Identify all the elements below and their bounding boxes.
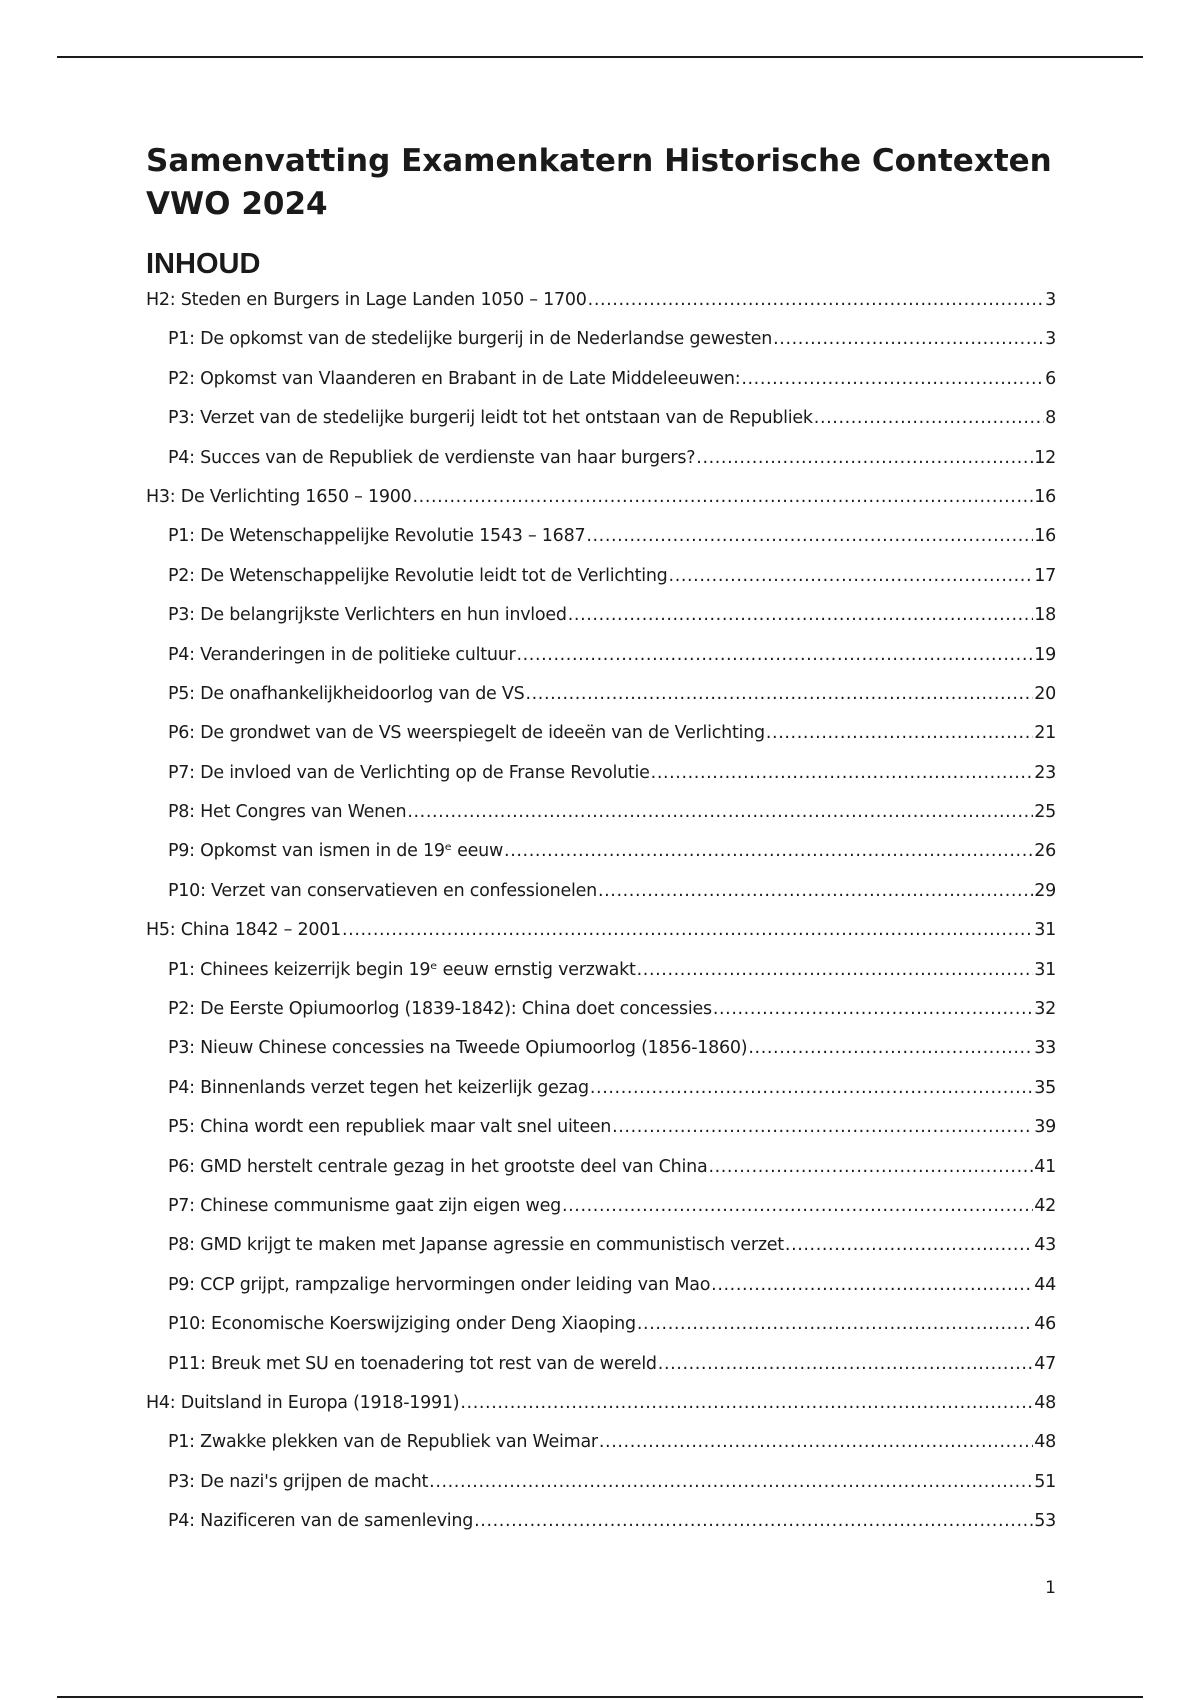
toc-section-link[interactable] xyxy=(146,448,1056,487)
toc-chapter-link[interactable] xyxy=(146,1393,1056,1432)
toc-entry-title: P2: De Eerste Opiumoorlog (1839-1842): China doet concessies xyxy=(168,999,712,1020)
toc-dot-leader xyxy=(562,1196,1033,1216)
toc-entry-page-number: 6 xyxy=(1045,368,1056,389)
toc-chapter-link[interactable] xyxy=(146,487,1056,526)
toc-dot-leader xyxy=(658,1354,1033,1374)
toc-dot-leader xyxy=(413,487,1034,507)
toc-entry-title: P8: GMD krijgt te maken met Japanse agressie en communistisch verzet xyxy=(168,1235,784,1256)
toc-dot-leader xyxy=(696,448,1033,468)
toc-entry-page-number: 20 xyxy=(1034,683,1056,704)
toc-entry-title: P1: Chinees keizerrijk begin 19ᵉ eeuw ernstig verzwakt xyxy=(168,959,636,980)
toc-entry-title: P1: De opkomst van de stedelijke burgerij in de Nederlandse gewesten xyxy=(168,329,773,350)
toc-entry-title: P6: De grondwet van de VS weerspiegelt de ideeën van de Verlichting xyxy=(168,723,765,744)
toc-entry-page-number: 53 xyxy=(1034,1511,1056,1532)
toc-entry-title: H4: Duitsland in Europa (1918-1991) xyxy=(146,1392,460,1413)
toc-entry-page-number: 21 xyxy=(1034,723,1056,744)
toc-section-link[interactable] xyxy=(146,1196,1056,1235)
toc-section-link[interactable] xyxy=(146,1314,1056,1353)
toc-entry-page-number: 31 xyxy=(1034,959,1056,980)
toc-entry-page-number: 43 xyxy=(1034,1235,1056,1256)
toc-heading: INHOUD xyxy=(146,248,261,280)
toc-section-link[interactable] xyxy=(146,1472,1056,1511)
toc-entry-title: P7: Chinese communisme gaat zijn eigen weg xyxy=(168,1195,561,1216)
toc-dot-leader xyxy=(814,408,1044,428)
toc-entry-title: H5: China 1842 – 2001 xyxy=(146,920,342,941)
toc-entry-page-number: 3 xyxy=(1045,329,1056,350)
toc-entry-page-number: 35 xyxy=(1034,1077,1056,1098)
toc-entry-page-number: 16 xyxy=(1034,526,1056,547)
toc-entry-title: P3: De belangrijkste Verlichters en hun invloed xyxy=(168,605,567,626)
toc-section-link[interactable] xyxy=(146,841,1056,880)
toc-dot-leader xyxy=(407,802,1033,822)
toc-entry-title: P4: Veranderingen in de politieke cultuur xyxy=(168,644,516,665)
toc-dot-leader xyxy=(598,881,1033,901)
toc-chapter-link[interactable] xyxy=(146,290,1056,329)
toc-entry-page-number: 3 xyxy=(1045,290,1056,310)
toc-entry-page-number: 29 xyxy=(1034,880,1056,901)
toc-entry-page-number: 17 xyxy=(1034,565,1056,586)
toc-section-link[interactable] xyxy=(146,369,1056,408)
toc-dot-leader xyxy=(429,1472,1033,1492)
toc-dot-leader xyxy=(773,329,1044,349)
toc-dot-leader xyxy=(708,1157,1033,1177)
toc-entry-page-number: 31 xyxy=(1034,920,1056,941)
toc-entry-title: P6: GMD herstelt centrale gezag in het grootste deel van China xyxy=(168,1156,708,1177)
toc-section-link[interactable] xyxy=(146,408,1056,447)
document-title: Samenvatting Examenkatern Historische Contexten VWO 2024 xyxy=(146,143,1052,222)
toc-entry-title: P3: Nieuw Chinese concessies na Tweede Opiumoorlog (1856-1860) xyxy=(168,1038,748,1059)
toc-dot-leader xyxy=(599,1432,1033,1452)
toc-section-link[interactable] xyxy=(146,329,1056,368)
table-of-contents xyxy=(146,290,1056,1551)
toc-entry-page-number: 41 xyxy=(1034,1156,1056,1177)
toc-dot-leader xyxy=(586,526,1033,546)
toc-entry-page-number: 8 xyxy=(1045,408,1056,429)
toc-section-link[interactable] xyxy=(146,1275,1056,1314)
toc-dot-leader xyxy=(766,723,1033,743)
toc-entry-page-number: 32 xyxy=(1034,999,1056,1020)
toc-section-link[interactable] xyxy=(146,645,1056,684)
toc-entry-title: H3: De Verlichting 1650 – 1900 xyxy=(146,486,412,507)
toc-dot-leader xyxy=(651,763,1034,783)
toc-entry-title: P10: Economische Koerswijziging onder Deng Xiaoping xyxy=(168,1314,636,1335)
toc-entry-title: P1: Zwakke plekken van de Republiek van Weimar xyxy=(168,1432,598,1453)
toc-entry-page-number: 25 xyxy=(1034,802,1056,823)
toc-entry-title: P4: Succes van de Republiek de verdienste van haar burgers? xyxy=(168,447,696,468)
toc-entry-page-number: 48 xyxy=(1034,1432,1056,1453)
document-body xyxy=(146,140,1056,1551)
toc-entry-page-number: 39 xyxy=(1034,1117,1056,1138)
toc-dot-leader xyxy=(516,645,1033,665)
toc-dot-leader xyxy=(785,1235,1033,1255)
toc-entry-page-number: 33 xyxy=(1034,1038,1056,1059)
toc-entry-title: P2: Opkomst van Vlaanderen en Brabant in de Late Middeleeuwen: xyxy=(168,368,741,389)
toc-section-link[interactable] xyxy=(146,999,1056,1038)
toc-entry-page-number: 46 xyxy=(1034,1314,1056,1335)
toc-dot-leader xyxy=(568,605,1033,625)
toc-entry-page-number: 51 xyxy=(1034,1471,1056,1492)
toc-section-link[interactable] xyxy=(146,723,1056,762)
toc-section-link[interactable] xyxy=(146,1038,1056,1077)
toc-dot-leader xyxy=(342,920,1033,940)
toc-dot-leader xyxy=(590,1078,1033,1098)
toc-entry-page-number: 48 xyxy=(1034,1392,1056,1413)
toc-section-link[interactable] xyxy=(146,526,1056,565)
toc-section-link[interactable] xyxy=(146,1511,1056,1550)
toc-entry-title: P11: Breuk met SU en toenadering tot rest van de wereld xyxy=(168,1353,657,1374)
toc-section-link[interactable] xyxy=(146,1117,1056,1156)
toc-entry-page-number: 18 xyxy=(1034,605,1056,626)
toc-entry-title: H2: Steden en Burgers in Lage Landen 1050 – 1700 xyxy=(146,290,587,310)
toc-entry-page-number: 19 xyxy=(1034,644,1056,665)
toc-section-link[interactable] xyxy=(146,684,1056,723)
toc-entry-title: P10: Verzet van conservatieven en confessionelen xyxy=(168,880,597,901)
toc-entry-title: P9: CCP grijpt, rampzalige hervormingen onder leiding van Mao xyxy=(168,1274,711,1295)
toc-entry-page-number: 47 xyxy=(1034,1353,1056,1374)
toc-section-link[interactable] xyxy=(146,881,1056,920)
toc-dot-leader xyxy=(588,290,1044,310)
toc-section-link[interactable] xyxy=(146,960,1056,999)
toc-section-link[interactable] xyxy=(146,802,1056,841)
toc-dot-leader xyxy=(474,1511,1033,1531)
toc-entry-title: P5: De onafhankelijkheidoorlog van de VS xyxy=(168,683,525,704)
toc-entry-title: P3: De nazi's grijpen de macht xyxy=(168,1471,429,1492)
toc-entry-page-number: 44 xyxy=(1034,1274,1056,1295)
toc-entry-page-number: 26 xyxy=(1034,841,1056,862)
toc-dot-leader xyxy=(637,1314,1033,1334)
toc-dot-leader xyxy=(504,841,1033,861)
header-rule xyxy=(57,56,1143,58)
toc-section-link[interactable] xyxy=(146,1235,1056,1274)
toc-entry-page-number: 12 xyxy=(1034,447,1056,468)
toc-section-link[interactable] xyxy=(146,566,1056,605)
page-number: 1 xyxy=(1045,1578,1056,1598)
toc-dot-leader xyxy=(669,566,1034,586)
toc-entry-title: P4: Binnenlands verzet tegen het keizerlijk gezag xyxy=(168,1077,589,1098)
toc-entry-title: P1: De Wetenschappelijke Revolutie 1543 – 1687 xyxy=(168,526,586,547)
toc-dot-leader xyxy=(525,684,1033,704)
toc-entry-title: P3: Verzet van de stedelijke burgerij leidt tot het ontstaan van de Republiek xyxy=(168,408,813,429)
footer-rule xyxy=(57,1696,1143,1698)
toc-entry-title: P8: Het Congres van Wenen xyxy=(168,802,407,823)
toc-dot-leader xyxy=(748,1038,1033,1058)
toc-section-link[interactable] xyxy=(146,605,1056,644)
toc-dot-leader xyxy=(460,1393,1033,1413)
toc-dot-leader xyxy=(711,1275,1033,1295)
toc-dot-leader xyxy=(741,369,1044,389)
toc-chapter-link[interactable] xyxy=(146,920,1056,959)
toc-section-link[interactable] xyxy=(146,763,1056,802)
toc-section-link[interactable] xyxy=(146,1354,1056,1393)
toc-section-link[interactable] xyxy=(146,1157,1056,1196)
toc-dot-leader xyxy=(713,999,1033,1019)
toc-entry-page-number: 42 xyxy=(1034,1195,1056,1216)
toc-entry-page-number: 23 xyxy=(1034,762,1056,783)
toc-entry-page-number: 16 xyxy=(1034,486,1056,507)
toc-dot-leader xyxy=(612,1117,1033,1137)
toc-entry-title: P9: Opkomst van ismen in de 19ᵉ eeuw xyxy=(168,841,504,862)
toc-entry-title: P7: De invloed van de Verlichting op de Franse Revolutie xyxy=(168,762,650,783)
toc-entry-title: P2: De Wetenschappelijke Revolutie leidt tot de Verlichting xyxy=(168,565,668,586)
toc-dot-leader xyxy=(637,960,1034,980)
toc-section-link[interactable] xyxy=(146,1078,1056,1117)
toc-section-link[interactable] xyxy=(146,1432,1056,1471)
toc-entry-title: P4: Nazificeren van de samenleving xyxy=(168,1511,474,1532)
toc-entry-title: P5: China wordt een republiek maar valt snel uiteen xyxy=(168,1117,612,1138)
